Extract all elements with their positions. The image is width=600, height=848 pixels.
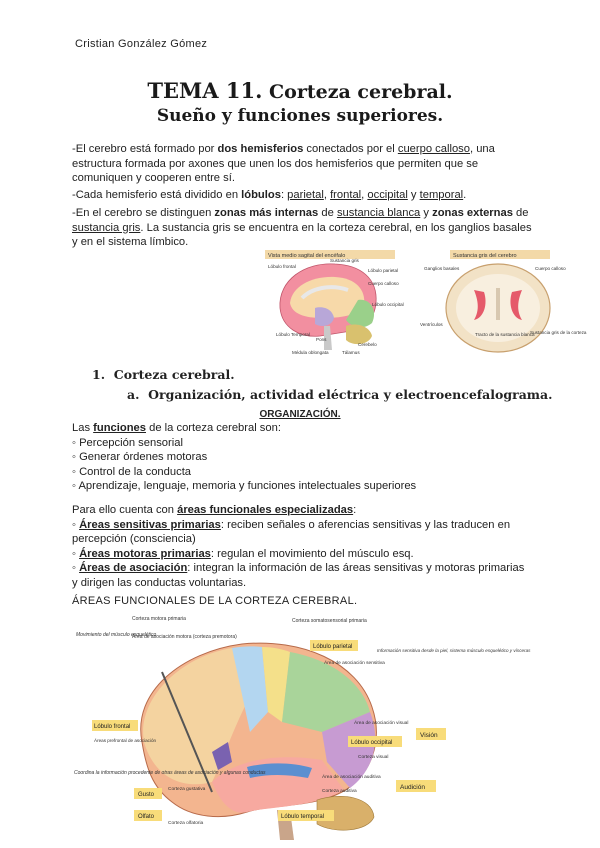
- figure1-left-title: Vista medio sagital del encéfalo: [268, 253, 346, 259]
- label-asociacion-sensitiva: Área de asociación sensitiva: [324, 661, 385, 666]
- funciones-list: [72, 421, 416, 494]
- label-tracto-sustancia-blanca: Tracto de la sustancia blanca: [475, 332, 535, 337]
- label-cuerpo-calloso: Cuerpo calloso: [368, 281, 399, 286]
- author-name: Cristian González Gómez: [75, 38, 208, 50]
- label-medula-oblongata: Médula oblongata: [292, 350, 329, 355]
- funciones-intro: Las funciones de la corteza cerebral son:: [72, 422, 281, 434]
- label-talamus: Tálamus: [342, 350, 360, 355]
- label-lobulo-temporal: Lóbulo Temporal: [276, 332, 310, 337]
- label-sustancia-gris-corteza: Sustancia gris de la corteza: [530, 330, 587, 335]
- list-item: ◦ Áreas motoras primarias: regulan el movimiento del músculo esq.: [72, 547, 414, 560]
- list-item: ◦ Áreas sensitivas primarias: reciben señales o aferencias sensitivas y las traducen en percepción (consciencia): [72, 518, 511, 546]
- label-corteza-visual: Corteza visual: [358, 755, 389, 760]
- brain-figure-2: [72, 612, 531, 842]
- label-corteza-olfatoria: Corteza olfatoria: [168, 821, 204, 826]
- list-item: ◦ Aprendizaje, lenguaje, memoria y funciones intelectuales superiores: [72, 480, 417, 493]
- label-box-gusto: Gusto: [138, 792, 155, 798]
- label-box-occipital: Lóbulo occipital: [351, 740, 393, 746]
- figure1-right-title: Sustancia gris del cerebro: [453, 253, 517, 259]
- label-info-sensitiva: Información sensitiva desde la piel, sistema músculo esquelético y vísceras: [377, 648, 531, 653]
- note-coordina: Coordina la información procedente de otras áreas de asociación y algunas conductas: [74, 770, 266, 776]
- list-item: ◦ Generar órdenes motoras: [72, 451, 208, 464]
- ventricle-shape: [496, 288, 500, 320]
- label-box-frontal: Lóbulo frontal: [94, 724, 131, 730]
- label-box-olfato: Olfato: [138, 814, 155, 820]
- list-item: ◦ Percepción sensorial: [72, 436, 183, 449]
- label-box-temporal: Lóbulo temporal: [281, 814, 325, 820]
- label-prefrontal: Áreas prefrontal de asociación: [94, 738, 157, 743]
- label-ventriculos: Ventrículos: [420, 322, 443, 327]
- label-box-parietal: Lóbulo parietal: [313, 644, 353, 650]
- label-lobulo-occipital: Lóbulo occipital: [372, 302, 404, 307]
- title-line1: Corteza cerebral.: [269, 81, 453, 103]
- areas-intro: Para ello cuenta con áreas funcionales especializadas:: [72, 504, 357, 516]
- label-lobulo-parietal: Lóbulo parietal: [368, 268, 399, 273]
- label-ganglios-basales: Ganglios basales: [424, 266, 460, 271]
- title-tema: TEMA 11.: [147, 78, 263, 103]
- intro-paragraph-2: -Cada hemisferio está dividido en lóbulos: parietal, frontal, occipital y temporal.: [72, 189, 467, 201]
- intro-paragraph-1: -El cerebro está formado por dos hemisferios conectados por el cuerpo calloso, una estructura formada por axones que unen los dos hemisferios que permiten que se comuniquen y cooperen entre sí.: [72, 143, 495, 184]
- brain-figure-1: [260, 248, 587, 358]
- areas-section: [72, 503, 532, 591]
- label-asociacion-motora: Área de asociación motora (corteza premotora): [132, 634, 237, 640]
- page-title: [0, 78, 600, 103]
- section-1a-heading: a. Organización, actividad eléctrica y electroencefalograma.: [127, 387, 553, 402]
- label-cuerpo-calloso-right: Cuerpo calloso: [535, 266, 566, 271]
- label-sustancia-gris: Sustancia gris: [330, 258, 359, 263]
- section-1-heading: 1. Corteza cerebral.: [92, 367, 235, 382]
- page-subtitle: Sueño y funciones superiores.: [156, 106, 444, 126]
- label-corteza-motora: Corteza motora primaria: [132, 616, 186, 622]
- intro-paragraph-3: -En el cerebro se distinguen zonas más internas de sustancia blanca y zonas externas de sustancia gris. La sustancia gris se encuentra en la corteza cerebral, en los ganglios basales y en el sistema límbico.: [72, 207, 532, 248]
- organizacion-heading: ORGANIZACIÓN.: [259, 409, 341, 420]
- label-asociacion-auditiva: Área de asociación auditiva: [322, 775, 381, 780]
- label-somatosensorial: Corteza somatosensorial primaria: [292, 618, 367, 624]
- label-cerebelo: Cerebelo: [358, 342, 377, 347]
- figure-caption: ÁREAS FUNCIONALES DE LA CORTEZA CEREBRAL.: [72, 595, 358, 607]
- label-asociacion-visual: Área de asociación visual: [354, 721, 409, 726]
- label-lobulo-frontal: Lóbulo frontal: [268, 264, 296, 269]
- list-item: ◦ Control de la conducta: [72, 465, 192, 478]
- label-corteza-auditiva: Corteza auditiva: [322, 789, 357, 794]
- label-corteza-gustativa: Corteza gustativa: [168, 787, 206, 792]
- note-movimiento: Movimiento del músculo esquelético: [76, 632, 157, 638]
- label-pons: Pons: [316, 337, 327, 342]
- list-item: ◦ Áreas de asociación: integran la información de las áreas sensitivas y motoras primarias y dirigen las conductas voluntarias.: [72, 562, 525, 589]
- label-box-audicion: Audición: [400, 784, 425, 791]
- label-box-vision: Visión: [420, 732, 438, 739]
